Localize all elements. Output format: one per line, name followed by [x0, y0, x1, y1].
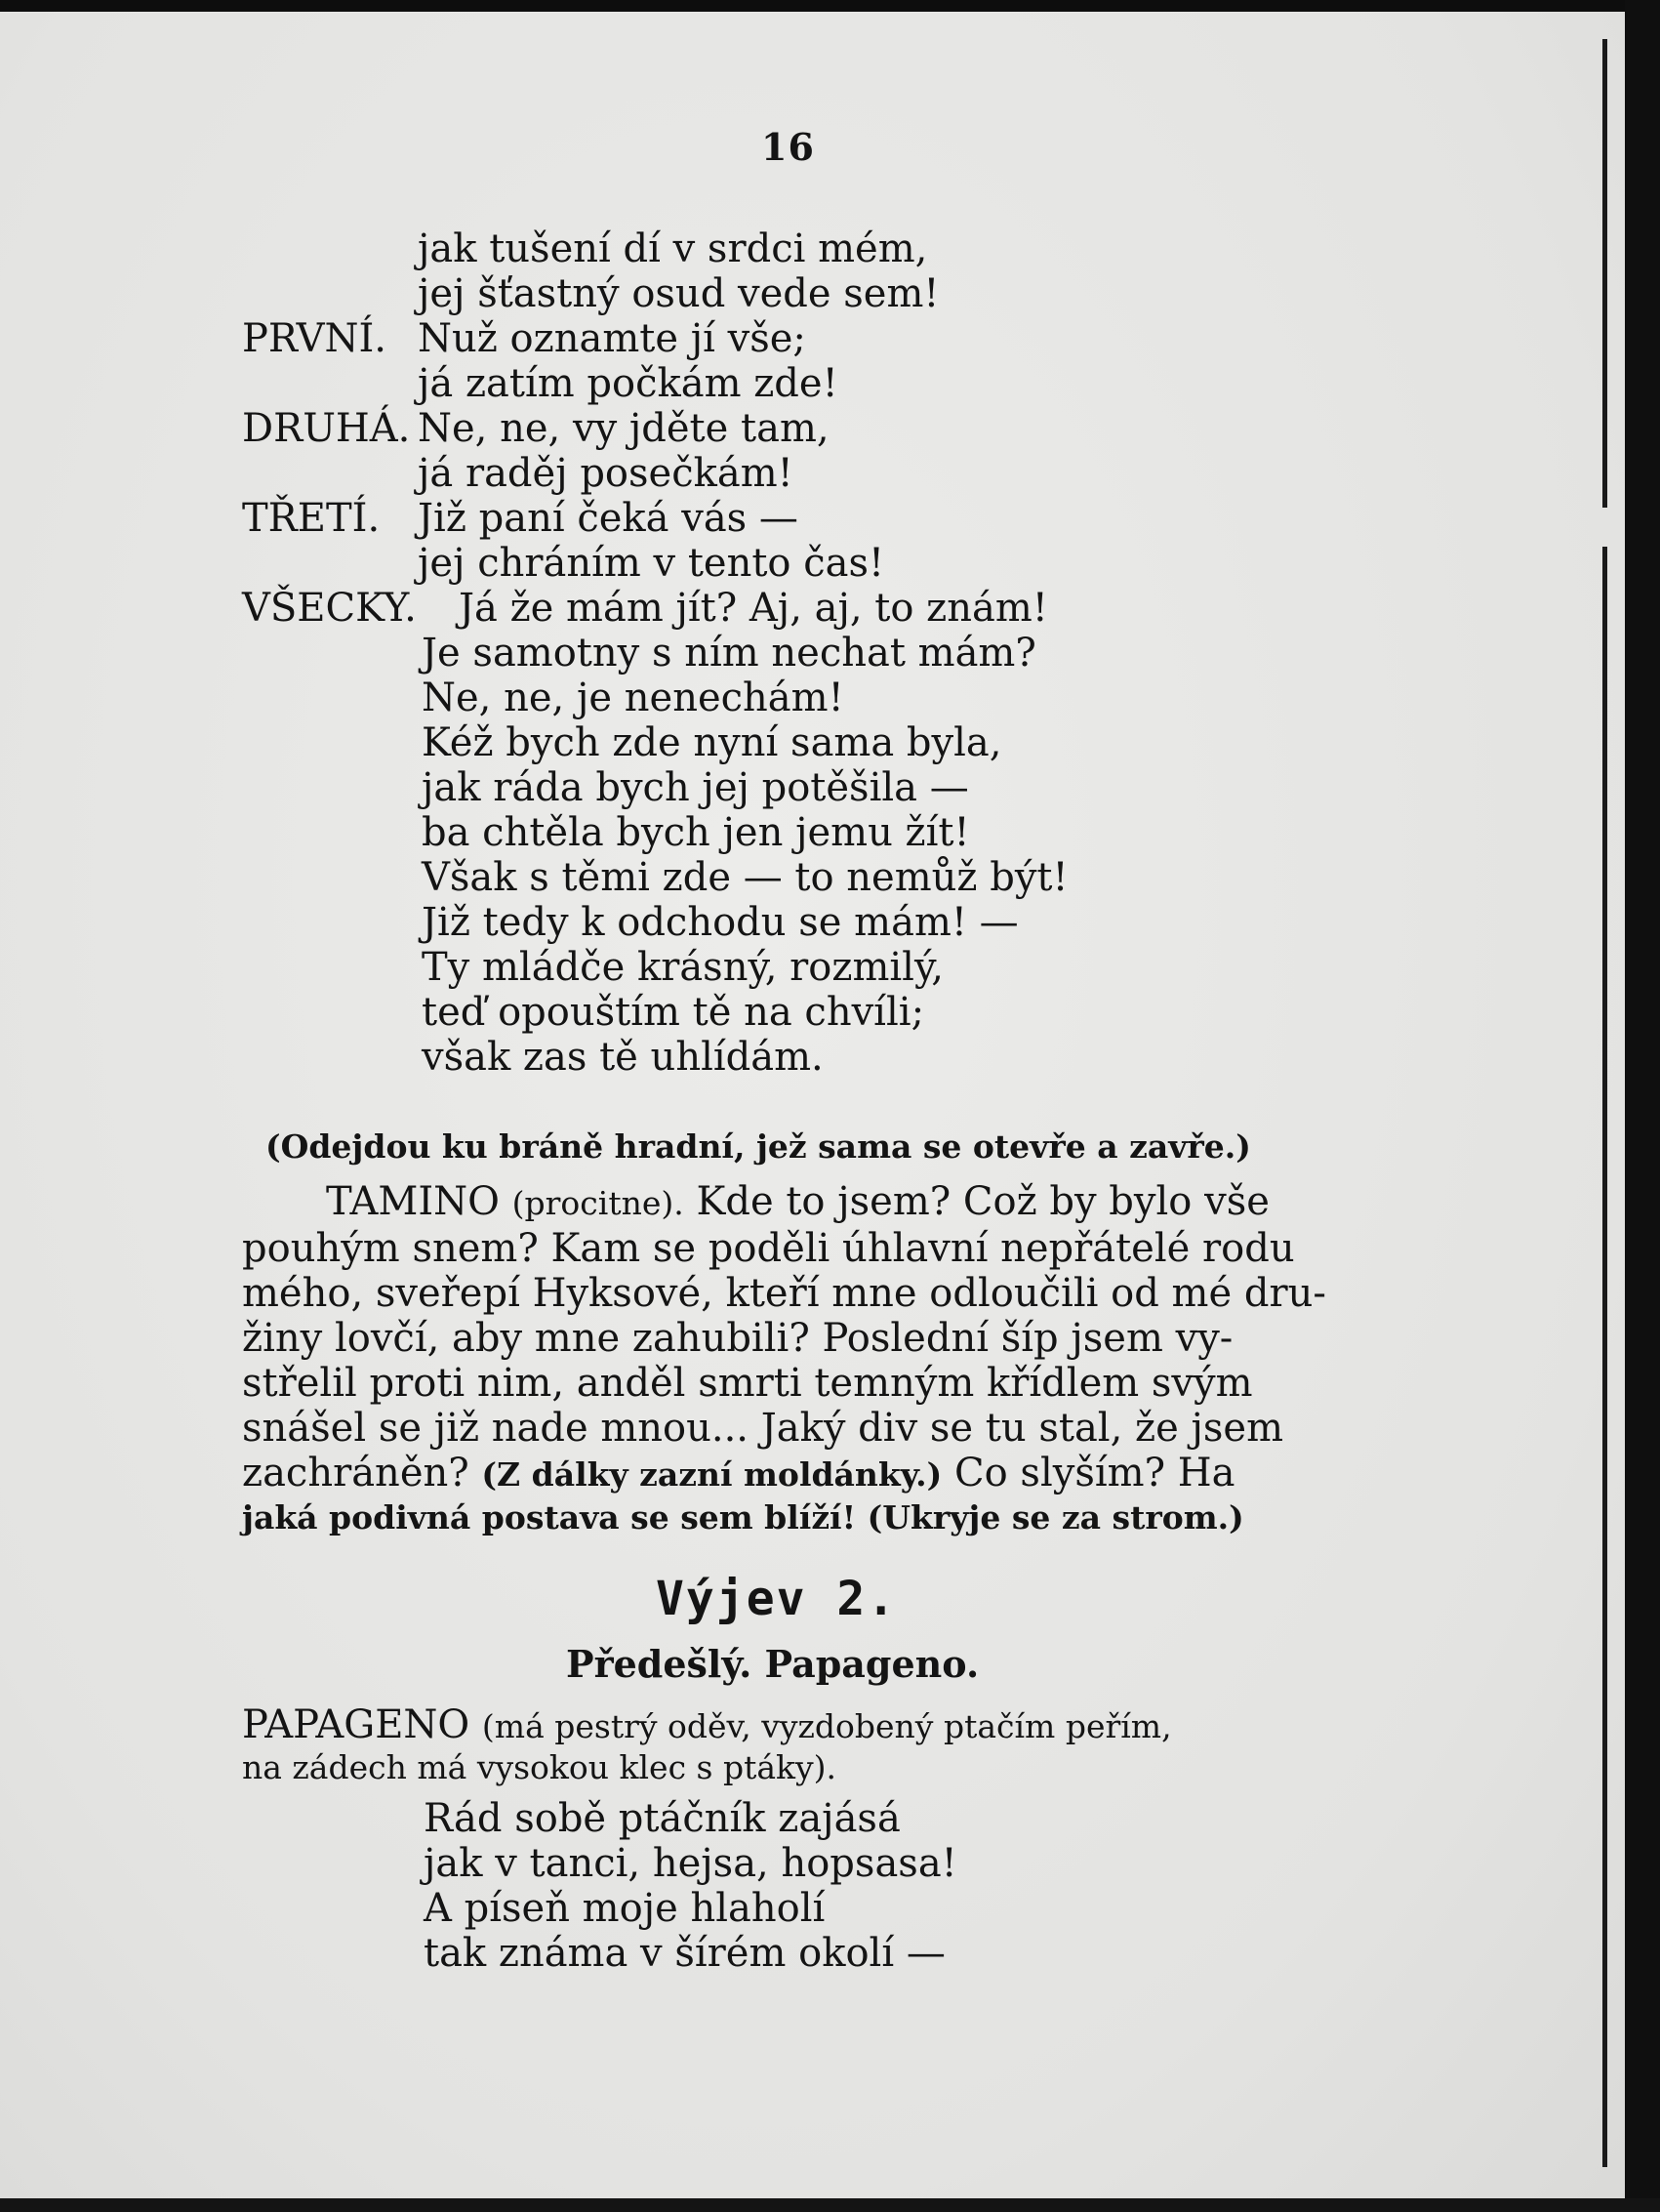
- stage-direction: (Z dálky zazní moldánky.): [481, 1455, 943, 1494]
- stage-direction: na zádech má vysokou klec s ptáky).: [242, 1748, 837, 1786]
- speaker-label: PAPAGENO: [242, 1702, 470, 1747]
- verse-line: DRUHÁ. Ne, ne, vy jděte tam,: [242, 406, 830, 451]
- speaker-label: VŠECKY.: [242, 586, 417, 631]
- verse-line: já zatím počkám zde!: [418, 361, 838, 406]
- verse-line: jak tušení dí v srdci mém,: [418, 226, 928, 271]
- scan-binding-rule: [1602, 39, 1607, 508]
- verse-line: jak ráda bych jej potěšila —: [422, 765, 969, 810]
- speaker-label: PRVNÍ.: [242, 316, 387, 361]
- verse-line: Je samotny s ním nechat mám?: [422, 631, 1036, 676]
- scan-top-edge: [0, 0, 1660, 12]
- verse-line: Ne, ne, je nenechám!: [422, 676, 844, 720]
- prose-line: žiny lovčí, aby mne zahubili? Poslední šíp jsem vy-: [242, 1316, 1234, 1361]
- scan-right-edge: [1625, 0, 1660, 2212]
- verse-line: teď opouštím tě na chvíli;: [422, 990, 925, 1035]
- speaker-label: TAMINO: [326, 1179, 500, 1224]
- scan-bottom-edge: [0, 2198, 1660, 2212]
- verse-line: jej šťastný osud vede sem!: [418, 271, 940, 316]
- stage-direction: (procitne).: [511, 1184, 684, 1222]
- stage-direction: (Odejdou ku bráně hradní, jež sama se otevře a zavře.): [265, 1127, 1251, 1166]
- speaker-label: DRUHÁ.: [242, 406, 411, 451]
- scene-title: Výjev 2.: [656, 1572, 898, 1626]
- prose-line: zachráněn? (Z dálky zazní moldánky.) Co slyším? Ha: [242, 1451, 1235, 1495]
- verse-line: VŠECKY. Já že mám jít? Aj, aj, to znám!: [242, 586, 1048, 631]
- verse-line: TŘETÍ. Již paní čeká vás —: [242, 496, 798, 541]
- verse-line: Ty mládče krásný, rozmilý,: [422, 945, 944, 990]
- prose-line: střelil proti nim, anděl smrti temným křídlem svým: [242, 1361, 1253, 1406]
- prose-line: pouhým snem? Kam se poděli úhlavní nepřátelé rodu: [242, 1226, 1295, 1271]
- verse-line: Rád sobě ptáčník zajásá: [424, 1796, 901, 1841]
- verse-line: však zas tě uhlídám.: [422, 1035, 824, 1080]
- page-number: 16: [761, 125, 815, 169]
- prose-line: snášel se již nade mnou... Jaký div se tu stal, že jsem: [242, 1406, 1284, 1451]
- verse-line: já raděj posečkám!: [418, 451, 793, 496]
- verse-line: jak v tanci, hejsa, hopsasa!: [424, 1841, 957, 1886]
- stage-direction: (Ukryje se za strom.): [867, 1498, 1244, 1536]
- scan-binding-rule: [1602, 547, 1607, 2167]
- verse-line: PRVNÍ. Nuž oznamte jí vše;: [242, 316, 806, 361]
- scene-cast: Předešlý. Papageno.: [566, 1642, 980, 1686]
- verse-line: jej chráním v tento čas!: [418, 541, 885, 586]
- verse-line: tak známa v šírém okolí —: [424, 1931, 946, 1976]
- prose-line: jaká podivná postava se sem blíží! (Ukryje se za strom.): [242, 1498, 1244, 1536]
- prose-line: TAMINO (procitne). Kde to jsem? Což by bylo vše: [326, 1179, 1270, 1224]
- prose-line: mého, sveřepí Hyksové, kteří mne odloučili od mé dru-: [242, 1271, 1326, 1316]
- verse-line: A píseň moje hlaholí: [424, 1886, 826, 1931]
- speaker-label: TŘETÍ.: [242, 496, 381, 541]
- stage-direction: (má pestrý oděv, vyzdobený ptačím peřím,: [481, 1707, 1172, 1745]
- prose-line: [242, 1702, 1172, 1749]
- verse-line: ba chtěla bych jen jemu žít!: [422, 810, 970, 855]
- verse-line: Kéž bych zde nyní sama byla,: [422, 720, 1002, 765]
- verse-line: Však s těmi zde — to nemůž být!: [422, 855, 1069, 900]
- verse-line: Již tedy k odchodu se mám! —: [422, 900, 1019, 945]
